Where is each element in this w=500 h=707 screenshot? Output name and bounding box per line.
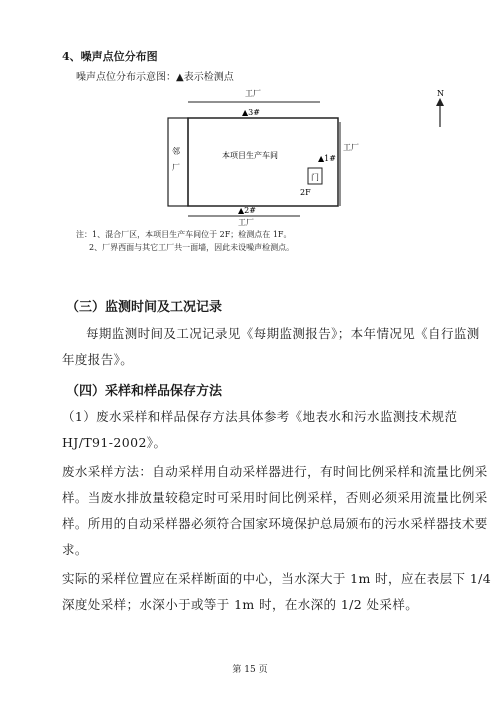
- section-3-para-line-2: 年度报告》。: [62, 352, 134, 367]
- item1-line-1: （1）废水采样和样品保存方法具体参考《地表水和污水监测技术规范: [62, 409, 458, 424]
- label-bottom-factory: 工厂: [238, 218, 254, 227]
- label-neighbor-1: 邻: [172, 147, 180, 156]
- workshop-label: 本项目生产车间: [222, 151, 278, 160]
- position-line-1: 实际的采样位置应在采样断面的中心，当水深大于 1m 时，应在表层下 1/4: [62, 571, 492, 586]
- point-2: ▲2#: [238, 206, 256, 215]
- note-line-2: 2、厂界西面与其它工厂共一面墙，因此未设噪声检测点。: [89, 243, 295, 252]
- label-right-factory: 工厂: [343, 143, 359, 152]
- label-neighbor-2: 厂: [172, 163, 180, 172]
- section-3-para-line-1: 每期监测时间及工况记录见《每期监测报告》；本年情况见《自行监测: [86, 326, 480, 341]
- diagram-notes: [76, 228, 294, 254]
- position-line-2: 深度处采样；水深小于或等于 1m 时，在水深的 1/2 处采样。: [62, 597, 419, 612]
- method-line-1: 废水采样方法：自动采样用自动采样器进行，有时间比例采样和流量比例采: [62, 464, 488, 479]
- workshop-boundary: [188, 118, 338, 206]
- floor-2f-label: 2F: [300, 188, 311, 197]
- point-1: ▲1#: [318, 154, 336, 163]
- gate-label: 门: [311, 173, 319, 182]
- page-number: 第 15 页: [232, 665, 268, 675]
- section-four-title: （四）采样和样品保存方法: [66, 384, 223, 399]
- method-line-3: 样。所用的自动采样器必须符合国家环境保护总局颁布的污水采样器技术要: [62, 516, 488, 531]
- section-3-title: （三）监测时间及工况记录: [66, 300, 223, 315]
- neighbor-building: [168, 118, 188, 206]
- label-top-factory: 工厂: [245, 89, 261, 98]
- section-4-title: 4、噪声点位分布图: [62, 50, 158, 63]
- note-line-1: 注：1、混合厂区，本项目生产车间位于 2F；检测点在 1F。: [76, 230, 292, 239]
- north-arrowhead-icon: [436, 98, 444, 106]
- noise-point-diagram: [150, 82, 470, 252]
- north-label: N: [437, 89, 444, 98]
- method-line-4: 求。: [62, 542, 88, 557]
- method-line-2: 样。当废水排放量较稳定时可采用时间比例采样，否则必须采用流量比例采: [62, 490, 488, 505]
- item1-line-2: HJ/T91-2002》。: [62, 435, 167, 450]
- point-3: ▲3#: [242, 108, 260, 117]
- diagram-caption: 噪声点位分布示意图：▲表示检测点: [76, 72, 234, 83]
